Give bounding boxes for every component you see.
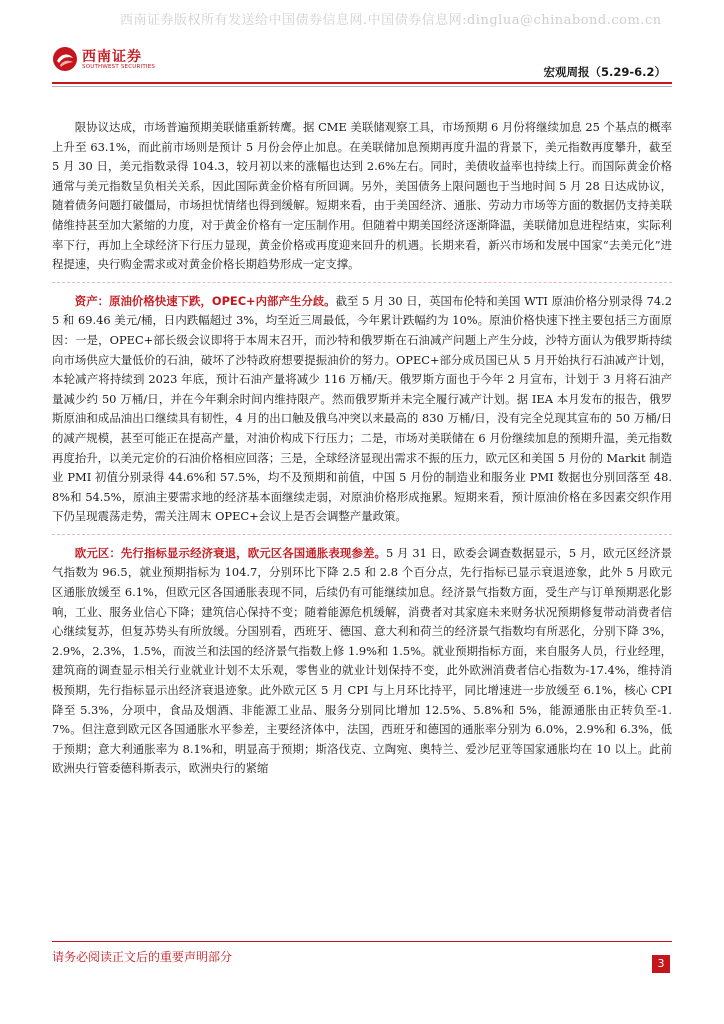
- paragraph-text: 截至 5 月 30 日，英国布伦特和美国 WTI 原油价格分别录得 74.25 和 69.46 美元/桶，日内跌幅超过 3%，均至近三周最低，今年累计跌幅约为 10%。原油价格快速下挫主要包括三方面原因：一是，OPEC+部长级会议即将于本周末召开，而沙特和俄罗斯在石油减产问题上产生分歧，沙特方面认为俄罗斯持续向市场供应大量低价的石油，破坏了沙特政府想要提振油价的努力。OPEC+部分成员国已从 5 月开始执行石油减产计划，本轮减产将持续到 2023 年底，预计石油产量将减少 116 万桶/天。俄罗斯方面也于今年 2 月宣布，计划于 3 月将石油产量减少约 50 万桶/日，并在今年剩余时间内维持限产。然而俄罗斯并未完全履行减产计划。据 IEA 本月发布的报告，俄罗斯原油和成品油出口继续具有韧性，4 月的出口触及俄乌冲突以来最高的 830 万桶/日，没有完全兑现其宣布的 50 万桶/日的减产规模，甚至可能正在提高产量，对油价构成下行压力；二是，市场对美联储在 6 月份继续加息的预期升温，美元指数再度抬升，以美元定价的石油价格相应回落；三是，全球经济显现出需求不振的压力，欧元区和美国 5 月份的 Markit 制造业 PMI 初值分别录得 44.6%和 57.5%，均不及预期和前值，中国 5 月份的制造业和服务业 PMI 数据也分别回落至 48.8%和 54.5%，原油主要需求地的经济基本面继续走弱，对原油价格形成拖累。短期来看，预计原油价格在多因素交织作用下仍呈现震荡走势，需关注周末 OPEC+会议上是否会调整产量政策。: [52, 293, 672, 524]
- paragraph-lead: 资产：原油价格快速下跌，OPEC+内部产生分歧。: [74, 293, 336, 308]
- company-logo: [52, 44, 156, 76]
- paragraph-eurozone: [52, 544, 672, 779]
- paragraph-lead: 欧元区：先行指标显示经济衰退，欧元区各国通胀表现参差。: [74, 545, 387, 560]
- paragraph-oil: [52, 292, 672, 527]
- logo-mark-icon: [52, 46, 78, 72]
- logo-name-cn: 西南证券: [82, 49, 142, 65]
- paragraph-text: 5 月 31 日，欧委会调查数据显示，5 月，欧元区经济景气指数为 96.5，就业预期指标为 104.7，分别环比下降 2.5 和 2.8 个百分点，先行指标已显示衰退迹象，此外 5 月欧元区通胀放缓至 6.1%，但欧元区各国通胀表现不同，后续仍有可能继续加息。经济景气指数方面，受生产与订单预期恶化影响，工业、服务业信心下降；建筑信心保持不变；随着能源危机缓解，消费者对其家庭未来财务状况预期修复带动消费者信心继续复苏，但复苏势头有所放缓。分国别看，西班牙、德国、意大利和荷兰的经济景气指数均有所恶化，分别下降 3%，2.9%，2.3%，1.5%，而波兰和法国的经济景气指数上修 1.9%和 1.5%。就业预期指标方面，来自服务人员，行业经理，建筑商的调查显示相关行业就业计划不太乐观，零售业的就业计划保持不变，此外欧洲消费者信心指数为-17.4%，维持消极预期，先行指标显示出经济衰退迹象。此外欧元区 5 月 CPI 与上月环比持平，同比增速进一步放缓至 6.1%，核心 CPI 降至 5.3%，分项中，食品及烟酒、非能源工业品、服务分别同比增加 12.5%、5.8%和 5%，能源通胀由正转负至-1.7%。但注意到欧元区各国通胀水平参差，主要经济体中，法国，西班牙和德国的通胀率分别为 6.0%，2.9%和 6.3%，低于预期；意大利通胀率为 8.1%和，明显高于预期；斯洛伐克、立陶宛、奥特兰、爱沙尼亚等国家通胀均在 10 以上。此前欧洲央行管委德科斯表示，欧洲央行的紧缩: [52, 545, 672, 776]
- page-number: 3: [652, 955, 670, 973]
- report-title: 宏观周报（5.29-6.2）: [543, 65, 666, 79]
- disclaimer-note: 请务必阅读正文后的重要声明部分: [52, 950, 233, 964]
- paragraph-text: 限协议达成，市场普遍预期美联储重新转鹰。据 CME 美联储观察工具，市场预期 6 月份将继续加息 25 个基点的概率上升至 63.1%，而此前市场则是预计 5 月份会停止加息。在美联储加息预期再度升温的背景下，美元指数再度攀升，截至 5 月 30 日，美元指数录得 104.3，较月初以来的涨幅也达到 2.6%左右。同时，美债收益率也持续上行。而国际黄金价格通常与美元指数呈负相关关系，因此国际黄金价格有所回调。另外，美国债务上限问题也于当地时间 5 月 28 日达成协议，随着债务问题打破僵局，市场担忧情绪也得到缓解。短期来看，由于美国经济、通胀、劳动力市场等方面的数据仍支持美联储维持甚至加大紧缩的力度，对于黄金价格有一定压制作用。但随着中期美国经济逐渐降温，美联储加息进程结束，实际利率下行，再加上全球经济下行压力显现，黄金价格或再度迎来回升的机遇。长期来看，新兴市场和发展中国家“去美元化”进程提速，央行购金需求或对黄金价格长期趋势形成一定支撑。: [52, 120, 672, 272]
- footer-divider: [52, 941, 672, 942]
- logo-name-en: SOUTHWEST SECURITIES: [82, 64, 156, 70]
- header-divider-thin: [52, 86, 672, 87]
- header-divider: [52, 82, 672, 84]
- section-separator: [52, 534, 672, 536]
- watermark: 西南证券版权所有发送给中国债券信息网.中国债券信息网:dinglua@chinabond.com.cn: [120, 13, 662, 28]
- report-body: [52, 118, 672, 779]
- section-separator: [52, 282, 672, 284]
- paragraph-gold: [52, 118, 672, 275]
